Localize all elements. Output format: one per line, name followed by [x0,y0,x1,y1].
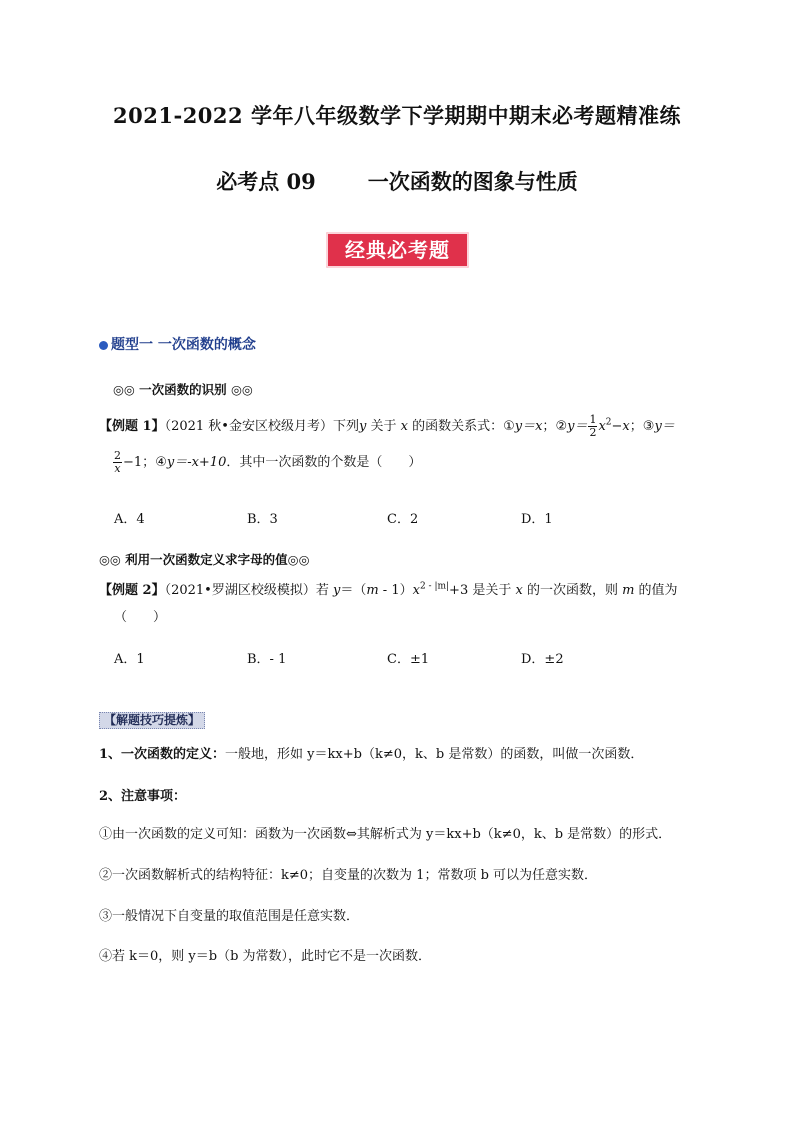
var-x: x [412,583,420,598]
note-1 [99,743,643,762]
example2-text: （2021•罗湖区校级模拟）若 [164,583,333,598]
var-y: y [358,419,367,434]
fraction-denominator: 2 [589,426,597,439]
example1-line2 [112,450,421,475]
circled-number: ① [503,419,515,434]
part2-heading: ◎◎ 利用一次函数定义求字母的值◎◎ [99,552,310,567]
bullet-dot-icon [99,341,108,350]
example1-option-a: A．4 [114,512,145,527]
section-title: 题型一 一次函数的概念 [111,337,256,353]
note-5: ③一般情况下自变量的取值范围是任意实数． [99,909,360,924]
fraction [113,450,122,475]
document-subtitle [0,166,794,196]
expression: x [598,419,606,434]
fraction [588,414,597,439]
fraction-numerator: 2 [114,449,121,462]
example2-text: 的值为 [634,583,678,598]
var-m: m [622,583,635,598]
var-y: y [332,583,341,598]
fraction-numerator: 1 [589,413,597,426]
expression: y＝x [514,419,543,434]
example1-line1 [99,414,675,439]
classic-badge: 经典必考题 [326,232,469,268]
circled-number: ② [555,419,568,434]
example2-option-b: B．- 1 [247,652,287,667]
exponent: 2 - |m| [419,581,450,592]
tips-box-label: 【解题技巧提炼】 [99,712,205,729]
example2-option-c: C．±1 [387,652,430,667]
part1-heading: ◎◎ 一次函数的识别 ◎◎ [113,382,253,397]
subtitle-point-number: 必考点 09 [216,169,316,194]
example1-label: 【例题 1】 [99,419,165,434]
example1-text: 关于 [366,419,401,434]
example1-option-d: D．1 [521,512,553,527]
note-6: ④若 k＝0，则 y＝b（b 为常数），此时它不是一次函数． [99,949,432,964]
example2-text: ＝（ [340,583,367,598]
section-heading [99,334,256,354]
example2-text: 的一次函数，则 [522,583,623,598]
example2-line1 [99,579,678,598]
exponent: 2 [605,417,612,428]
separator: ； [542,419,556,434]
expression: −1 [123,455,143,470]
example1-text: （2021 秋•金安区校级月考）下列 [164,419,359,434]
example2-option-a: A．1 [114,652,145,667]
example2-label: 【例题 2】 [99,583,165,598]
note-1-text: 一般地，形如 y＝kx+b（k≠0，k、b 是常数）的函数，叫做一次函数． [225,747,644,762]
example2-option-d: D．±2 [521,652,564,667]
expression: y＝ [567,419,588,434]
example2-text: - 1） [378,583,413,598]
fraction-denominator: x [114,462,121,475]
expression: y＝-x+10 [166,455,227,470]
note-2: 2、注意事项： [99,789,187,804]
note-1-label: 1、一次函数的定义： [99,747,226,762]
circled-number: ④ [155,455,167,470]
separator: ； [142,455,156,470]
example1-text: 的函数关系式： [407,419,504,434]
var-x: x [400,419,408,434]
subtitle-topic: 一次函数的图象与性质 [367,169,578,194]
document-title: 2021-2022 学年八年级数学下学期期中期末必考题精准练 [113,103,681,128]
example1-question: ．其中一次函数的个数是（ ） [226,455,422,470]
example1-option-b: B．3 [247,512,278,527]
example2-text: +3 是关于 [449,583,516,598]
example2-line2: （ ） [114,610,167,625]
var-m: m [366,583,379,598]
note-3: ①由一次函数的定义可知：函数为一次函数⇔其解析式为 y＝kx+b（k≠0，k、b 是常数）的形式． [99,827,672,842]
var-x: x [515,583,523,598]
expression: y＝ [654,419,675,434]
example1-option-c: C．2 [387,512,419,527]
expression: −x [611,419,630,434]
note-4: ②一次函数解析式的结构特征：k≠0；自变量的次数为 1；常数项 b 可以为任意实数． [99,868,598,883]
circled-number: ③ [642,419,655,434]
separator: ； [629,419,643,434]
